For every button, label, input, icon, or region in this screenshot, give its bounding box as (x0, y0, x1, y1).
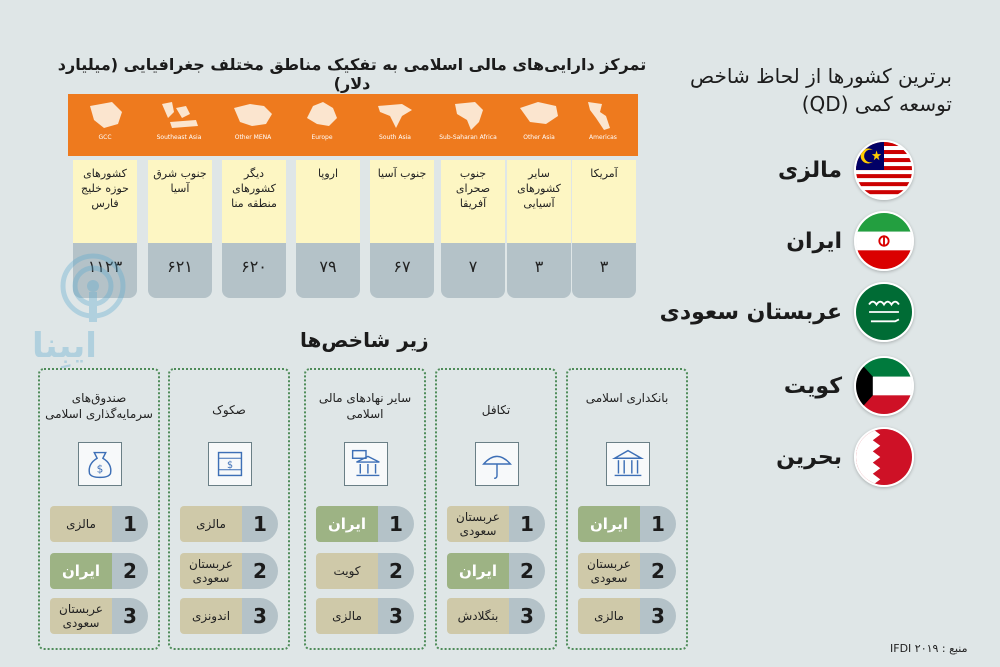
top-country-row (674, 138, 914, 202)
other-mena-map-icon (230, 98, 276, 132)
rank-row (316, 553, 414, 589)
top-country-name: بحرین (776, 444, 842, 470)
region-value: ۷۹ (296, 243, 360, 298)
rank-row (447, 553, 545, 589)
sub-indicator-box (435, 368, 557, 650)
rank-number: 1 (509, 506, 545, 542)
europe-map-icon (299, 98, 345, 132)
rank-number: 2 (242, 553, 278, 589)
rank-number: 1 (112, 506, 148, 542)
top-countries-title: برترین کشورها از لحاظ شاخص توسعه کمی (QD) (690, 64, 952, 116)
sub-indicator-name: صندوق‌های سرمایه‌گذاری اسلامی (45, 391, 153, 421)
region-maps-band (68, 94, 638, 156)
rank-country: مالزی (50, 506, 112, 542)
region-en-label: Europe (311, 134, 333, 141)
gcc-map-icon (82, 98, 128, 132)
region-column (507, 160, 571, 298)
region-en-label: Southeast Asia (156, 134, 202, 141)
region-column (370, 160, 434, 298)
rank-number: 3 (378, 598, 414, 634)
top-country-name: ایران (786, 228, 842, 254)
region-map (144, 94, 214, 156)
region-column (441, 160, 505, 298)
bank-icon (606, 442, 650, 486)
rank-number: 2 (112, 553, 148, 589)
umbrella-icon (475, 442, 519, 486)
region-en-label: South Asia (379, 134, 411, 141)
rank-country: کویت (316, 553, 378, 589)
region-column (222, 160, 286, 298)
region-label: کشورهای حوزه خلیج فارس (73, 160, 137, 243)
region-value: ۶۲۱ (148, 243, 212, 298)
bahrain-flag-icon (854, 427, 914, 487)
source-note: منبع : IFDI ۲۰۱۹ (890, 642, 968, 655)
region-en-label: Other MENA (234, 134, 272, 141)
sub-indicator-name: بانکداری اسلامی (585, 391, 669, 405)
kuwait-flag-icon (854, 356, 914, 416)
region-value: ۱۱۲۳ (73, 243, 137, 298)
region-label: دیگر کشورهای منطقه منا (222, 160, 286, 243)
rank-number: 3 (509, 598, 545, 634)
rank-country: ایران (50, 553, 112, 589)
watermark-text: ایبِنا (32, 326, 97, 366)
southeast-asia-map-icon (156, 98, 202, 132)
region-label: جنوب آسیا (370, 160, 434, 243)
rank-country: اندونزی (180, 598, 242, 634)
sub-indicator-name: صکوک (212, 403, 246, 417)
rank-number: 1 (640, 506, 676, 542)
region-map (218, 94, 288, 156)
region-en-label: Americas (589, 134, 617, 141)
region-map (360, 94, 430, 156)
region-map (70, 94, 140, 156)
rank-country: عربستان سعودی (180, 553, 242, 589)
rank-row (316, 598, 414, 634)
other-asia-map-icon (516, 98, 562, 132)
region-en-label: Other Asia (523, 134, 555, 141)
rank-row (50, 506, 148, 542)
region-map (433, 94, 503, 156)
region-label: سایر کشورهای آسیایی (507, 160, 571, 243)
rank-number: 2 (640, 553, 676, 589)
rank-number: 3 (640, 598, 676, 634)
rank-country: مالزی (180, 506, 242, 542)
money-bag-icon (78, 442, 122, 486)
south-asia-map-icon (372, 98, 418, 132)
rank-row (447, 598, 545, 634)
saudi-flag-icon (854, 282, 914, 342)
rank-row (50, 553, 148, 589)
top-country-row (674, 209, 914, 273)
region-value: ۳ (507, 243, 571, 298)
rank-country: عربستان سعودی (50, 598, 112, 634)
rank-number: 1 (378, 506, 414, 542)
top-country-name: مالزی (778, 157, 842, 183)
americas-map-icon (580, 98, 626, 132)
region-value: ۶۷ (370, 243, 434, 298)
top-country-row (674, 354, 914, 418)
region-label: جنوب صحرای آفریقا (441, 160, 505, 243)
rank-country: مالزی (316, 598, 378, 634)
region-value: ۷ (441, 243, 505, 298)
iran-flag-icon (854, 211, 914, 271)
rank-country: بنگلادش (447, 598, 509, 634)
rank-number: 3 (112, 598, 148, 634)
rank-number: 2 (378, 553, 414, 589)
region-label: جنوب شرق آسیا (148, 160, 212, 243)
sub-indicators-title: زیر شاخص‌ها (300, 328, 429, 352)
sub-indicator-name: سایر نهادهای مالی اسلامی (318, 391, 412, 421)
top-country-name: کویت (783, 373, 842, 399)
top-country-row (659, 280, 914, 344)
sub-indicator-box (38, 368, 160, 650)
rank-row (578, 598, 676, 634)
top-country-row (674, 425, 914, 489)
rank-number: 3 (242, 598, 278, 634)
rank-country: ایران (316, 506, 378, 542)
region-column (296, 160, 360, 298)
rank-country: عربستان سعودی (447, 506, 509, 542)
rank-row (447, 506, 545, 542)
malaysia-flag-icon (854, 140, 914, 200)
region-column (572, 160, 636, 298)
rank-row (180, 553, 278, 589)
region-label: اروپا (296, 160, 360, 243)
top-country-name: عربستان سعودی (659, 299, 842, 325)
region-en-label: Sub-Saharan Africa (439, 134, 497, 141)
region-en-label: GCC (98, 134, 112, 141)
sub-indicator-box (566, 368, 688, 650)
sub-indicator-box (304, 368, 426, 650)
sub-indicator-box (168, 368, 290, 650)
region-map (504, 94, 574, 156)
sukuk-icon (208, 442, 252, 486)
rank-country: عربستان سعودی (578, 553, 640, 589)
regions-title: تمرکز دارایی‌های مالی اسلامی به تفکیک مناطق مختلف جغرافیایی (میلیارد دلار) (57, 55, 647, 93)
rank-country: ایران (578, 506, 640, 542)
rank-row (180, 598, 278, 634)
sub-saharan-africa-map-icon (445, 98, 491, 132)
rank-row (578, 553, 676, 589)
region-label: آمریکا (572, 160, 636, 243)
sub-indicator-name: تکافل (481, 403, 511, 417)
rank-row (316, 506, 414, 542)
svg-text:$: $ (226, 459, 234, 471)
region-value: ۳ (572, 243, 636, 298)
rank-country: مالزی (578, 598, 640, 634)
region-map (287, 94, 357, 156)
region-value: ۶۲۰ (222, 243, 286, 298)
svg-text:$: $ (96, 463, 104, 476)
rank-number: 2 (509, 553, 545, 589)
region-map (568, 94, 638, 156)
institution-icon (344, 442, 388, 486)
rank-row (50, 598, 148, 634)
rank-row (578, 506, 676, 542)
rank-row (180, 506, 278, 542)
rank-country: ایران (447, 553, 509, 589)
rank-number: 1 (242, 506, 278, 542)
